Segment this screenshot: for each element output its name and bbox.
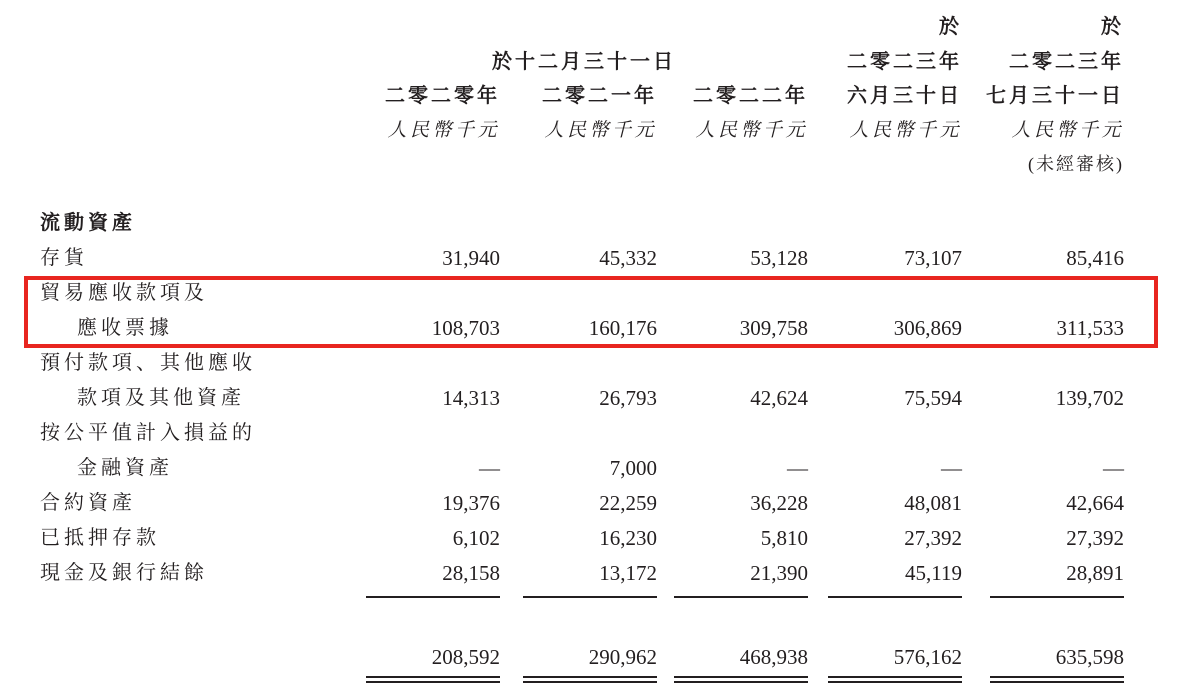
cell-value: 75,594 bbox=[904, 385, 962, 410]
unaudited-note: (未經審核) bbox=[1028, 154, 1124, 175]
row-label: 已抵押存款 bbox=[40, 527, 160, 549]
cell-value: — bbox=[941, 455, 962, 480]
unit-label: 人民幣千元 bbox=[849, 120, 962, 142]
cell-value: 36,228 bbox=[750, 490, 808, 515]
total-value: 635,598 bbox=[1055, 644, 1124, 669]
header-dec31-group: 於十二月三十一日 bbox=[492, 51, 676, 73]
table-row bbox=[40, 450, 1124, 485]
total-value: 468,938 bbox=[739, 644, 808, 669]
unit-label: 人民幣千元 bbox=[387, 120, 500, 142]
header-year-2021: 二零二一年 bbox=[542, 85, 657, 107]
cell-value: 53,128 bbox=[750, 245, 808, 270]
total-value: 208,592 bbox=[431, 644, 500, 669]
row-label: 合約資產 bbox=[40, 492, 136, 514]
total-rule-row bbox=[40, 670, 1124, 684]
cell-value: 28,891 bbox=[1066, 560, 1124, 585]
row-label: 按公平值計入損益的 bbox=[40, 422, 256, 444]
cell-value: 311,533 bbox=[1056, 315, 1124, 340]
double-rule bbox=[657, 670, 808, 684]
row-label-continued: 款項及其他資產 bbox=[77, 387, 245, 409]
unit-label: 人民幣千元 bbox=[695, 120, 808, 142]
unit-label: 人民幣千元 bbox=[1011, 120, 1124, 142]
header-year-2022: 二零二二年 bbox=[693, 85, 808, 107]
cell-value: — bbox=[1103, 455, 1124, 480]
cell-value: 306,869 bbox=[893, 315, 962, 340]
table-row bbox=[40, 415, 1124, 450]
header-as-at-col5: 於 bbox=[1101, 16, 1124, 38]
row-label-continued: 金融資產 bbox=[77, 457, 173, 479]
table-row bbox=[40, 555, 1124, 590]
single-rule bbox=[657, 590, 808, 604]
header-as-at-col4: 於 bbox=[939, 16, 962, 38]
double-rule bbox=[962, 670, 1124, 684]
header-year-2020: 二零二零年 bbox=[385, 85, 500, 107]
row-label: 現金及銀行結餘 bbox=[40, 562, 208, 584]
cell-value: 108,703 bbox=[431, 315, 500, 340]
cell-value: 13,172 bbox=[599, 560, 657, 585]
single-rule bbox=[500, 590, 657, 604]
row-label: 存貨 bbox=[40, 247, 88, 269]
single-rule bbox=[962, 590, 1124, 604]
table-row-highlighted bbox=[40, 275, 1124, 310]
single-rule bbox=[360, 590, 500, 604]
table-row-highlighted bbox=[40, 310, 1124, 345]
header-row-prefix bbox=[40, 2, 1124, 38]
table-row bbox=[40, 520, 1124, 555]
cell-value: 48,081 bbox=[904, 490, 962, 515]
cell-value: 5,810 bbox=[760, 525, 808, 550]
header-year-2023-jun: 二零二三年 bbox=[847, 51, 962, 73]
cell-value: 42,624 bbox=[750, 385, 808, 410]
table-row bbox=[40, 345, 1124, 380]
cell-value: 73,107 bbox=[904, 245, 962, 270]
cell-value: 31,940 bbox=[442, 245, 500, 270]
section-title: 流動資產 bbox=[40, 212, 136, 234]
header-date-jul31: 七月三十一日 bbox=[986, 85, 1124, 107]
single-rule bbox=[808, 590, 962, 604]
cell-value: 45,119 bbox=[905, 560, 962, 585]
cell-value: 26,793 bbox=[599, 385, 657, 410]
row-label: 貿易應收款項及 bbox=[40, 282, 208, 304]
unit-label: 人民幣千元 bbox=[544, 120, 657, 142]
cell-value: — bbox=[479, 455, 500, 480]
cell-value: 19,376 bbox=[442, 490, 500, 515]
table-row bbox=[40, 380, 1124, 415]
cell-value: 27,392 bbox=[904, 525, 962, 550]
header-row-units bbox=[40, 107, 1124, 141]
cell-value: 7,000 bbox=[609, 455, 657, 480]
cell-value: 16,230 bbox=[599, 525, 657, 550]
header-date-jun30: 六月三十日 bbox=[847, 85, 962, 107]
total-row bbox=[40, 642, 1124, 670]
cell-value: 42,664 bbox=[1066, 490, 1124, 515]
header-row-years bbox=[40, 73, 1124, 107]
subtotal-rule-row bbox=[40, 590, 1124, 604]
cell-value: 85,416 bbox=[1066, 245, 1124, 270]
double-rule bbox=[360, 670, 500, 684]
cell-value: 139,702 bbox=[1055, 385, 1124, 410]
row-label: 預付款項、其他應收 bbox=[40, 352, 256, 374]
cell-value: 21,390 bbox=[750, 560, 808, 585]
cell-value: 27,392 bbox=[1066, 525, 1124, 550]
total-value: 290,962 bbox=[588, 644, 657, 669]
header-year-2023-jul: 二零二三年 bbox=[1009, 51, 1124, 73]
cell-value: 22,259 bbox=[599, 490, 657, 515]
cell-value: 160,176 bbox=[588, 315, 657, 340]
cell-value: 45,332 bbox=[599, 245, 657, 270]
cell-value: 309,758 bbox=[739, 315, 808, 340]
double-rule bbox=[808, 670, 962, 684]
row-label-continued: 應收票據 bbox=[77, 317, 173, 339]
cell-value: — bbox=[787, 455, 808, 480]
table-row bbox=[40, 240, 1124, 275]
financial-table bbox=[40, 2, 1124, 684]
section-row bbox=[40, 204, 1124, 240]
double-rule bbox=[500, 670, 657, 684]
cell-value: 6,102 bbox=[452, 525, 500, 550]
cell-value: 14,313 bbox=[442, 385, 500, 410]
header-row-group bbox=[40, 38, 1124, 73]
cell-value: 28,158 bbox=[442, 560, 500, 585]
total-value: 576,162 bbox=[893, 644, 962, 669]
header-row-unaudited bbox=[40, 141, 1124, 174]
table-row bbox=[40, 485, 1124, 520]
